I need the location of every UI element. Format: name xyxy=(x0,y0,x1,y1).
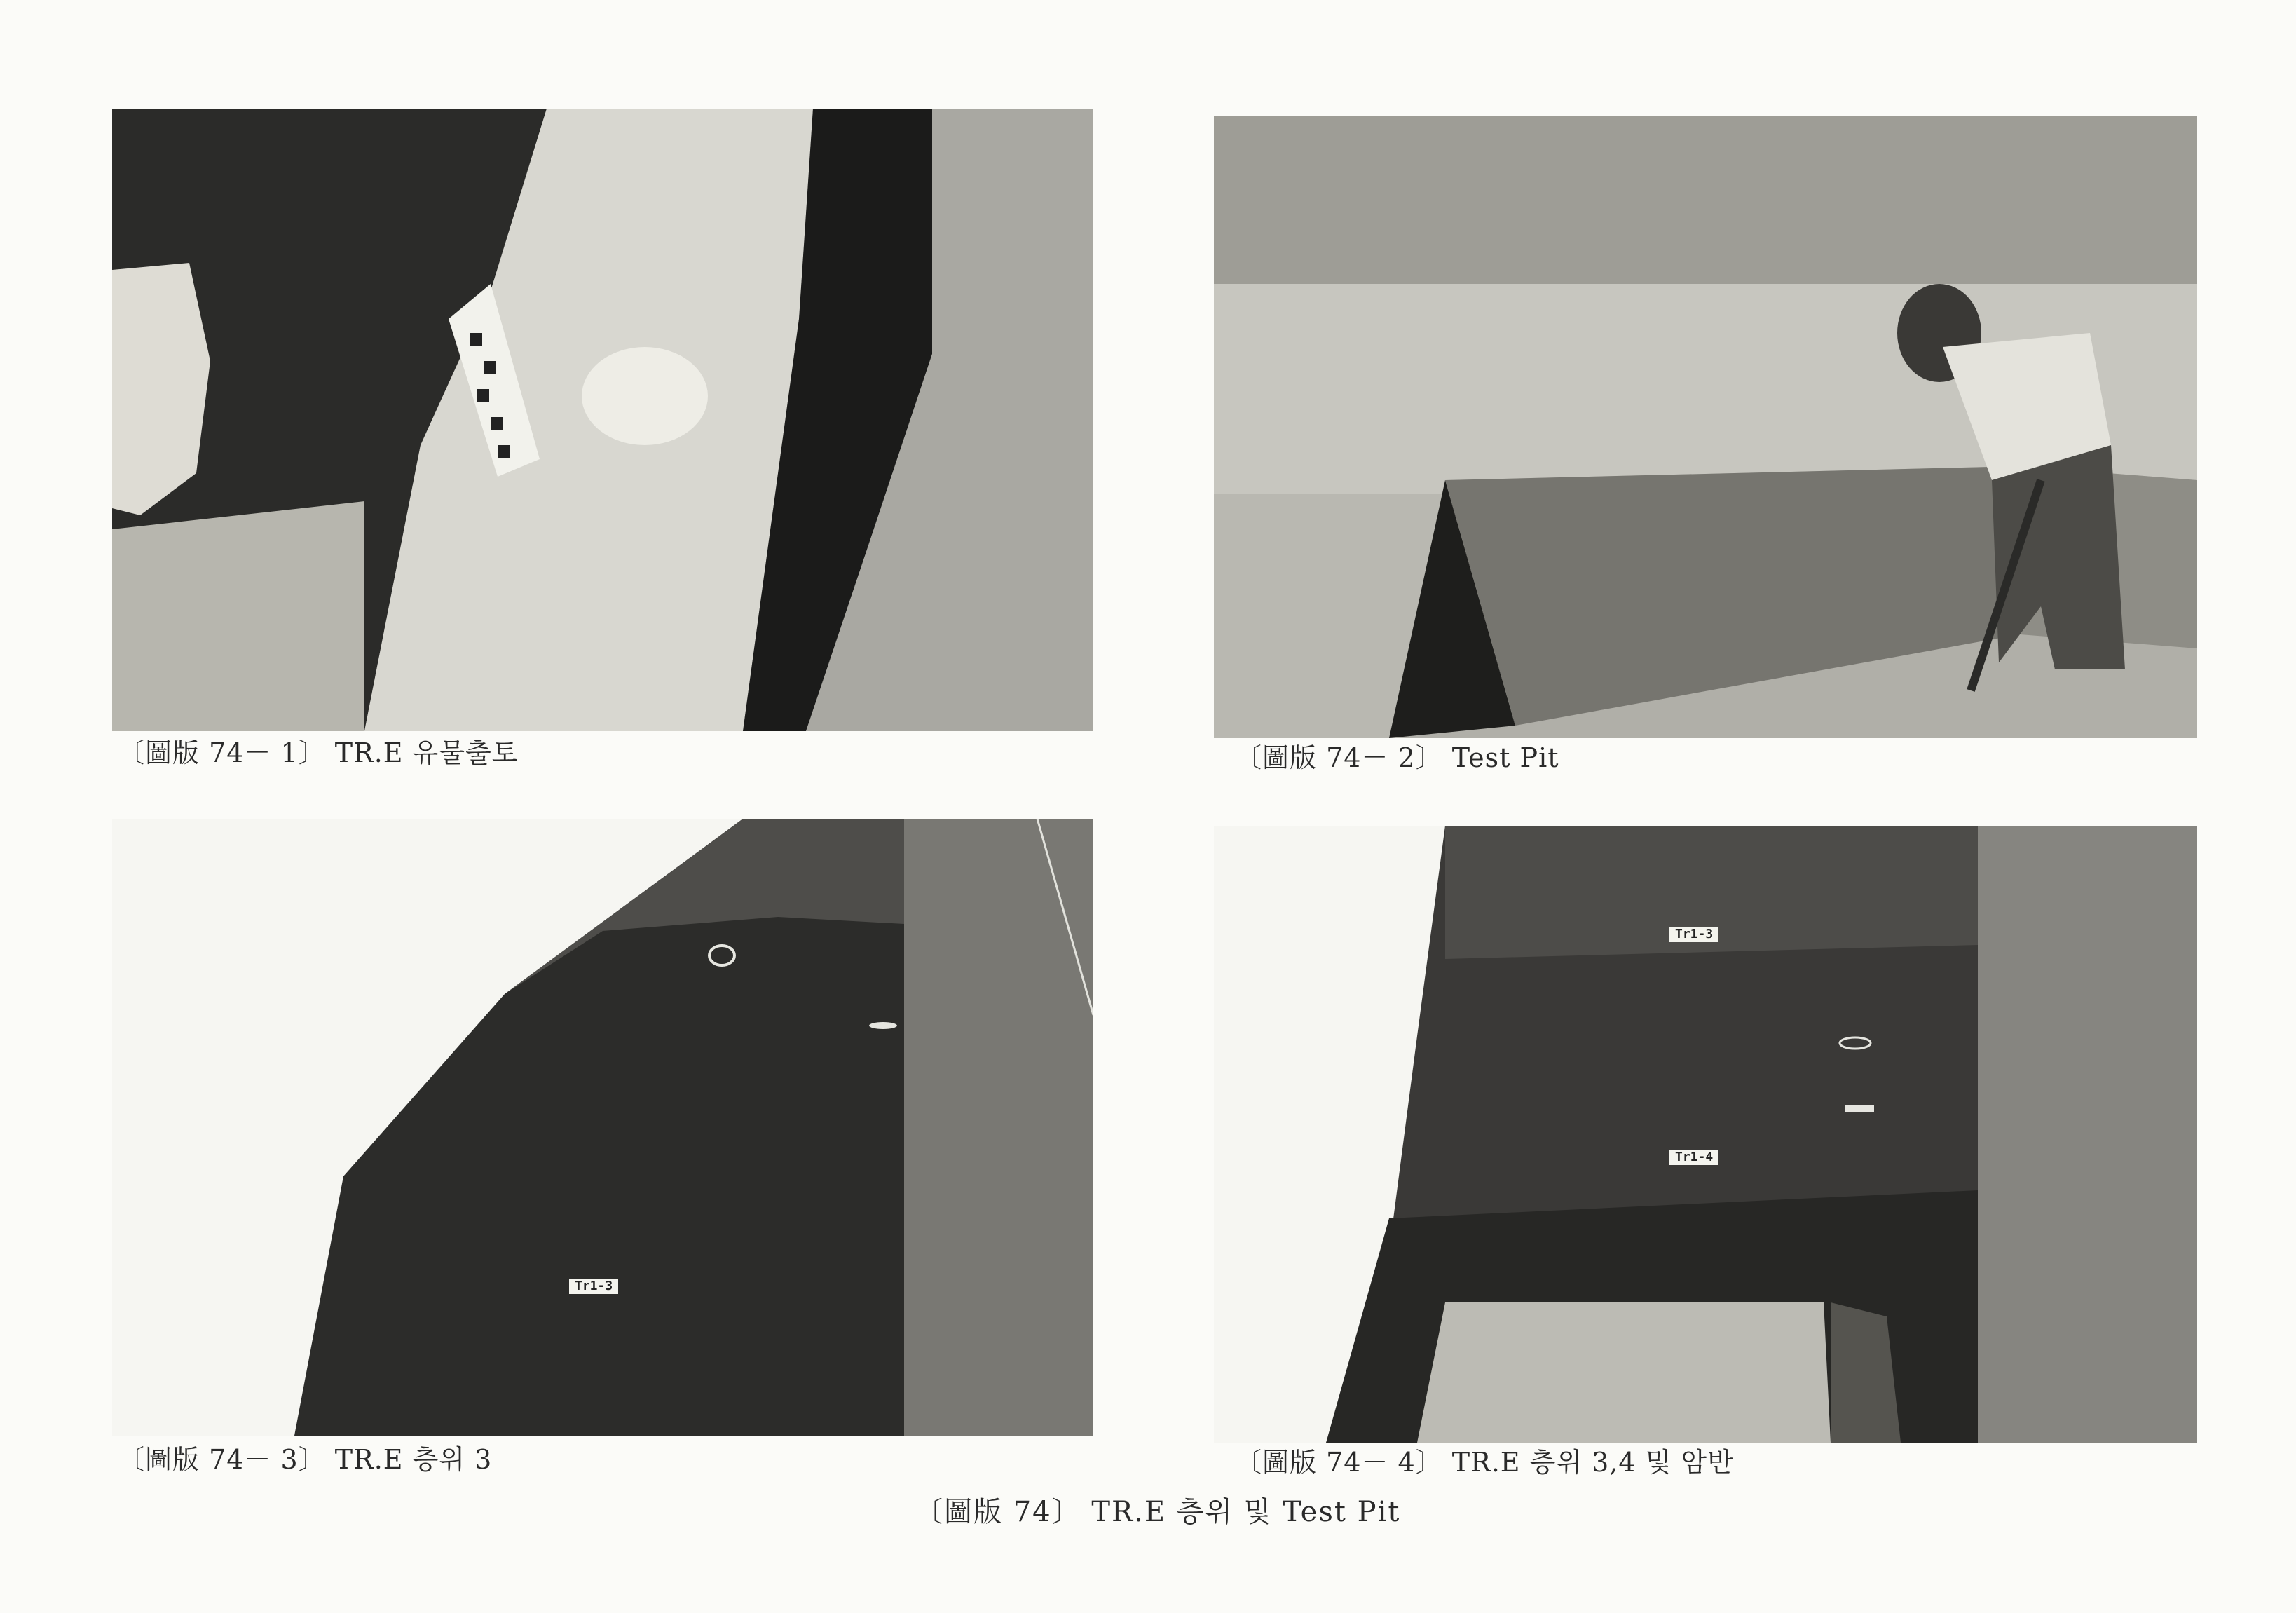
photo-74-4 xyxy=(1214,826,2197,1443)
layer-tag-tr1-4: Tr1-4 xyxy=(1669,1150,1718,1165)
photo-74-2 xyxy=(1214,116,2197,738)
photo-74-3-image xyxy=(112,819,1093,1436)
photo-74-4-image xyxy=(1214,826,2197,1443)
photo-74-2-image xyxy=(1214,116,2197,738)
caption-74-1: 〔圖版 74－ 1〕 TR.E 유물출토 xyxy=(118,737,519,768)
layer-tag-tr1-3: Tr1-3 xyxy=(1669,927,1718,942)
layer-tag-tr1-3: Tr1-3 xyxy=(569,1279,618,1294)
photo-74-1-image xyxy=(112,109,1093,731)
caption-74-2: 〔圖版 74－ 2〕 Test Pit xyxy=(1235,742,1559,773)
caption-74-4: 〔圖版 74－ 4〕 TR.E 층위 3,4 및 암반 xyxy=(1235,1447,1734,1478)
plate-caption: 〔圖版 74〕 TR.E 층위 및 Test Pit xyxy=(915,1496,1401,1528)
photo-74-1 xyxy=(112,109,1093,731)
caption-74-3: 〔圖版 74－ 3〕 TR.E 층위 3 xyxy=(118,1444,493,1475)
photo-74-3 xyxy=(112,819,1093,1436)
